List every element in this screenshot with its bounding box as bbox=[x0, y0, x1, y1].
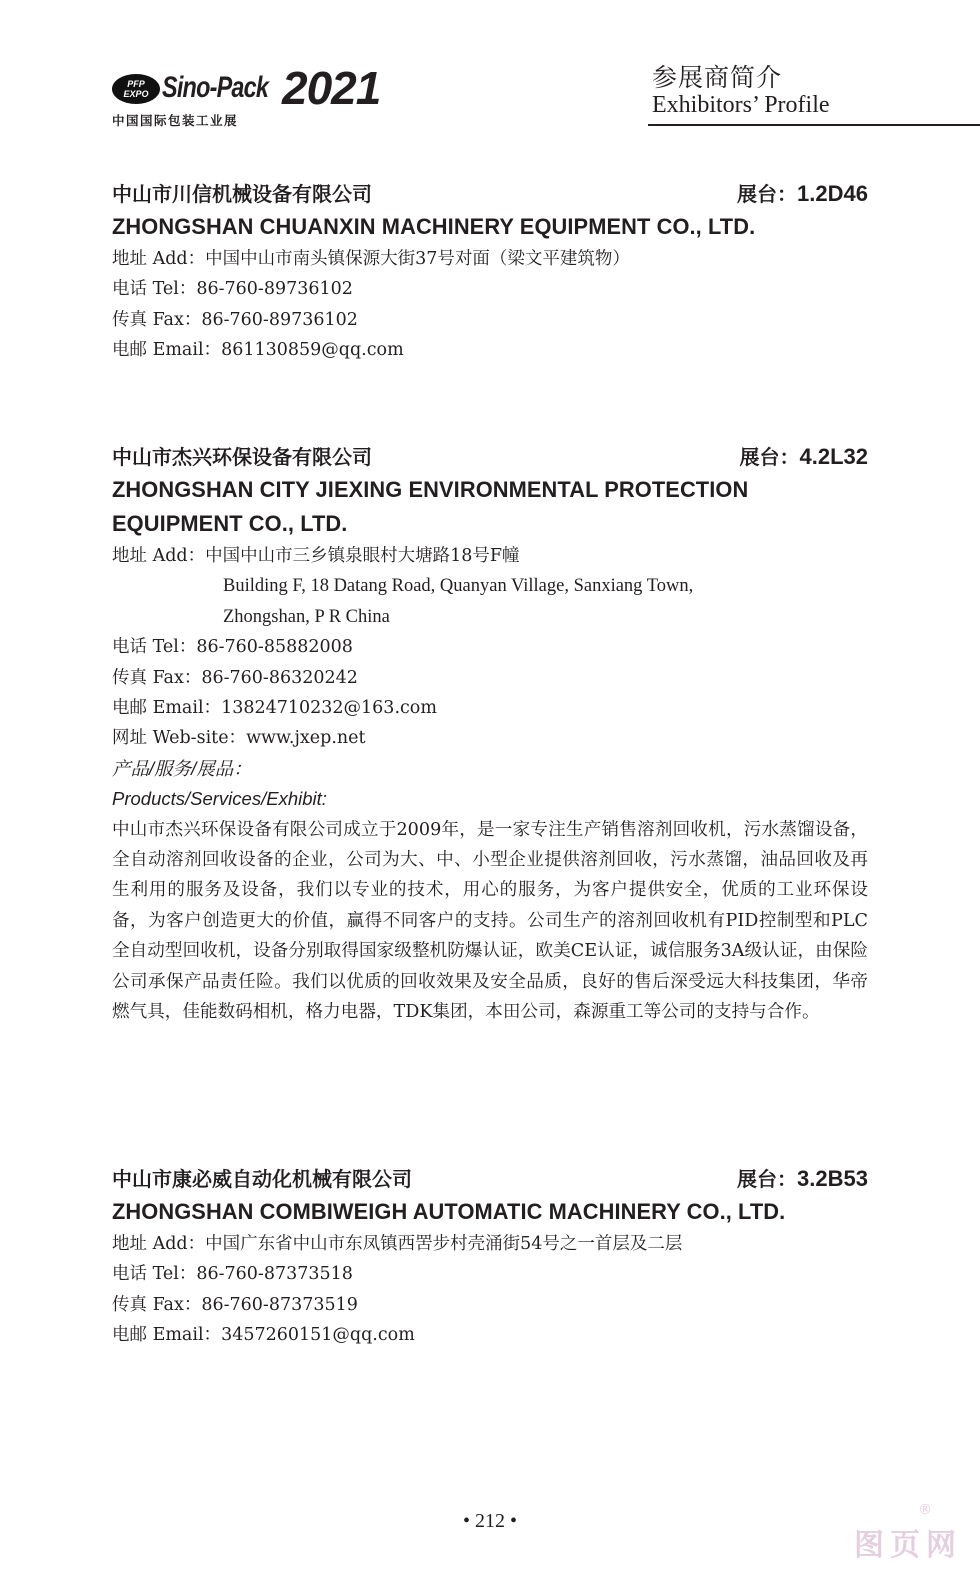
company-name-cn: 中山市杰兴环保设备有限公司 bbox=[112, 445, 372, 469]
email-value: 861130859@qq.com bbox=[221, 340, 404, 361]
badge-top-text: PFP bbox=[127, 79, 145, 89]
exhibitor-entry bbox=[112, 441, 868, 1028]
booth-value: 1.2D46 bbox=[797, 181, 868, 206]
section-title-en: Exhibitors’ Profile bbox=[652, 92, 830, 118]
company-name-cn: 中山市川信机械设备有限公司 bbox=[112, 182, 372, 206]
email-value: 3457260151@qq.com bbox=[221, 1325, 415, 1346]
address-value: 中国广东省中山市东凤镇西罟步村壳涌街54号之一首层及二层 bbox=[205, 1234, 683, 1254]
booth-label: 展台： bbox=[739, 445, 800, 469]
booth-value: 3.2B53 bbox=[797, 1166, 868, 1191]
products-label-en: Products/Services/Exhibit: bbox=[112, 788, 327, 810]
company-name-en: ZHONGSHAN COMBIWEIGH AUTOMATIC MACHINERY CO., LTD. bbox=[112, 1199, 786, 1224]
tel-line bbox=[112, 1259, 868, 1289]
email-value: 13824710232@163.com bbox=[221, 698, 437, 719]
watermark-registered-mark: ® bbox=[918, 1502, 932, 1518]
page-number: • 212 • bbox=[462, 1510, 517, 1532]
badge-bottom-text: EXPO bbox=[123, 89, 149, 99]
email-label: 电邮 Email： bbox=[112, 698, 222, 719]
products-label-cn: 产品/服务/展品： bbox=[112, 757, 252, 779]
booth-number bbox=[737, 178, 868, 207]
fax-line bbox=[112, 305, 868, 335]
tel-label: 电话 Tel： bbox=[112, 637, 197, 658]
company-name-cn: 中山市康必威自动化机械有限公司 bbox=[112, 1167, 412, 1191]
company-name-en-line-2: EQUIPMENT CO., LTD. bbox=[112, 511, 348, 536]
fax-label: 传真 Fax： bbox=[112, 309, 202, 330]
email-line bbox=[112, 335, 868, 365]
logo-brand: Sino-Pack bbox=[162, 71, 269, 104]
tel-label: 电话 Tel： bbox=[112, 1264, 197, 1285]
email-line bbox=[112, 1320, 868, 1350]
section-title-cn: 参展商简介 bbox=[652, 63, 783, 92]
booth-number bbox=[737, 1163, 868, 1192]
address-line bbox=[112, 1229, 868, 1259]
pfp-expo-badge bbox=[112, 74, 160, 104]
address-value: 中国中山市南头镇保源大街37号对面（梁文平建筑物） bbox=[205, 249, 630, 269]
logo-year: 2021 bbox=[282, 62, 381, 114]
tel-value: 86-760-87373518 bbox=[196, 1264, 353, 1285]
company-description: 中山市杰兴环保设备有限公司成立于2009年，是一家专注生产销售溶剂回收机，污水蒸馏设备，全自动溶剂回收设备的企业，公司为大、中、小型企业提供溶剂回收，污水蒸馏，油品回收及再生利用的服务及设备，我们以专业的技术，用心的服务，为客户提供安全，优质的工业环保设备，为客户创造更大的价值，赢得不同客户的支持。公司生产的溶剂回收机有PID控制型和PLC全自动型回收机，设备分别取得国家级整机防爆认证，欧美CE认证，诚信服务3A级认证，由保险公司承保产品责任险。我们以优质的回收效果及安全品质，良好的售后深受远大科技集团，华帝燃气具，佳能数码相机，格力电器，TDK集团，本田公司，森源重工等公司的支持与合作。 bbox=[112, 819, 868, 1023]
tel-value: 86-760-89736102 bbox=[196, 279, 353, 300]
fax-line bbox=[112, 1290, 868, 1320]
exhibitor-entry bbox=[112, 178, 868, 366]
tel-value: 86-760-85882008 bbox=[196, 637, 353, 658]
website-value: www.jxep.net bbox=[246, 728, 366, 749]
email-label: 电邮 Email： bbox=[112, 1325, 222, 1346]
fax-value: 86-760-86320242 bbox=[201, 667, 358, 688]
header-divider bbox=[648, 124, 980, 126]
address-en-line-1: Building F, 18 Datang Road, Quanyan Village, Sanxiang Town, bbox=[223, 576, 694, 597]
exhibitor-name-row bbox=[112, 441, 868, 473]
address-en-line-2: Zhongshan, P R China bbox=[223, 606, 390, 627]
address-label: 地址 Add： bbox=[112, 1234, 206, 1254]
booth-label: 展台： bbox=[737, 1167, 798, 1191]
company-name-en-line-1: ZHONGSHAN CITY JIEXING ENVIRONMENTAL PROTECTION bbox=[112, 477, 749, 502]
booth-value: 4.2L32 bbox=[799, 444, 868, 469]
logo-subtitle: 中国国际包装工业展 bbox=[112, 113, 239, 128]
tel-line bbox=[112, 274, 868, 304]
fax-line bbox=[112, 663, 868, 693]
tel-line bbox=[112, 632, 868, 662]
exhibitor-name-row bbox=[112, 178, 868, 210]
watermark-logo: 图页网 bbox=[854, 1528, 962, 1563]
fax-label: 传真 Fax： bbox=[112, 667, 202, 688]
exhibitor-entry bbox=[112, 1163, 868, 1351]
website-label: 网址 Web-site： bbox=[112, 728, 247, 749]
company-name-en: ZHONGSHAN CHUANXIN MACHINERY EQUIPMENT CO., LTD. bbox=[112, 214, 756, 239]
address-line bbox=[112, 541, 868, 571]
email-label: 电邮 Email： bbox=[112, 340, 222, 361]
address-value: 中国中山市三乡镇泉眼村大塘路18号F幢 bbox=[205, 546, 520, 566]
tel-label: 电话 Tel： bbox=[112, 279, 197, 300]
address-label: 地址 Add： bbox=[112, 546, 206, 566]
fax-label: 传真 Fax： bbox=[112, 1294, 202, 1315]
booth-number bbox=[740, 441, 869, 470]
website-line bbox=[112, 723, 868, 753]
email-line bbox=[112, 693, 868, 723]
booth-label: 展台： bbox=[737, 182, 798, 206]
fax-value: 86-760-87373519 bbox=[201, 1294, 358, 1315]
sino-pack-logo bbox=[112, 62, 382, 130]
exhibitor-name-row bbox=[112, 1163, 868, 1195]
fax-value: 86-760-89736102 bbox=[201, 309, 358, 330]
address-label: 地址 Add： bbox=[112, 249, 206, 269]
address-line bbox=[112, 244, 868, 274]
